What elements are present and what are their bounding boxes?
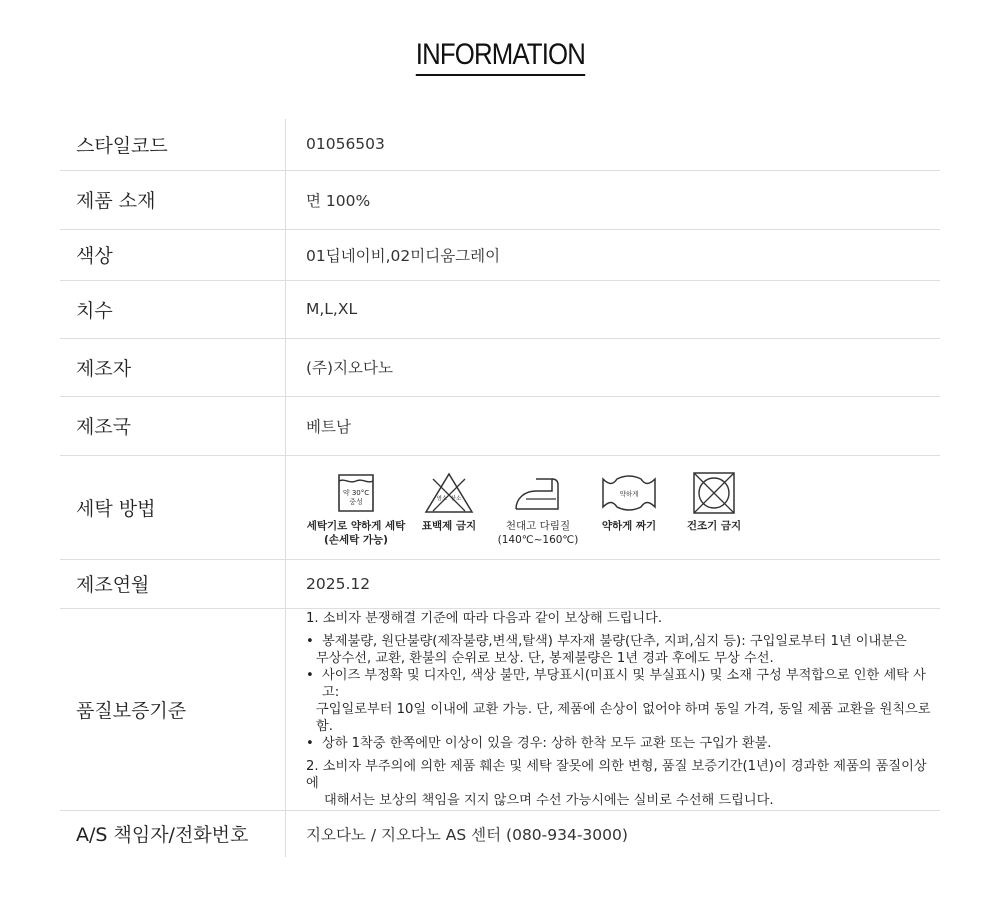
- quality-item: [306, 758, 939, 792]
- bleach-chlorine-text: 염소: [436, 496, 448, 502]
- row-label-quality: 품질보증기준: [60, 608, 286, 810]
- row-value-style-code: 01056503: [286, 119, 941, 170]
- row-label-manufacture-date: 제조연월: [60, 559, 286, 608]
- product-info-table: [60, 119, 940, 857]
- wash-caption-line: 표백제 금지: [421, 520, 477, 532]
- wash-caption: [422, 519, 476, 533]
- quality-line: 1. 소비자 분쟁해결 기준에 따라 다음과 같이 보상해 드립니다.: [306, 610, 663, 626]
- wash-item: [306, 471, 406, 547]
- row-label-as: A/S 책임자/전화번호: [60, 810, 286, 857]
- quality-item: [306, 610, 939, 627]
- table-row: [60, 396, 940, 455]
- quality-bullet: • 상하 1착중 한쪽에만 이상이 있을 경우: 상하 한착 모두 교환 또는 구입가 환불.: [306, 735, 939, 752]
- table-row: [60, 455, 940, 559]
- wash-caption-line: (140℃~160℃): [497, 534, 579, 546]
- row-value-material: 면 100%: [286, 170, 941, 229]
- quality-line: 사이즈 부정확 및 디자인, 색상 불만, 부당표시(미표시 및 부실표시) 및 소재 구성 부적합으로 인한 세탁 사고:: [322, 667, 926, 700]
- wash-tub-icon: [334, 471, 378, 515]
- iron-icon: [512, 471, 564, 515]
- row-label-washing: 세탁 방법: [60, 455, 286, 559]
- quality-text: [306, 610, 939, 809]
- quality-item-cont: [306, 792, 939, 809]
- wash-detergent-text: 중성: [349, 498, 363, 506]
- wash-caption-line: 천대고 다림질: [505, 520, 571, 532]
- quality-line: 무상수선, 교환, 환불의 순위로 보상. 단, 봉제불량은 1년 경과 후에도 무상 수선.: [316, 650, 774, 666]
- row-value-manufacture-date: 2025.12: [286, 559, 941, 608]
- page-title-wrap: [0, 38, 1000, 76]
- row-label-color: 색상: [60, 229, 286, 280]
- quality-line: 대해서는 보상의 책임을 지지 않으며 수선 가능시에는 실비로 수선해 드립니다.: [324, 792, 774, 808]
- table-row: [60, 280, 940, 338]
- wash-caption: [602, 519, 656, 533]
- row-label-country: 제조국: [60, 396, 286, 455]
- row-value-as: 지오다노 / 지오다노 AS 센터 (080-934-3000): [306, 825, 628, 844]
- table-row: [60, 810, 940, 857]
- wash-caption: [498, 519, 579, 547]
- wash-caption-line: (손세탁 가능): [324, 534, 388, 546]
- table-row: [60, 170, 940, 229]
- table-row: [60, 229, 940, 280]
- quality-bullet-cont: [306, 650, 939, 667]
- quality-line: 상하 1착중 한쪽에만 이상이 있을 경우: 상하 한착 모두 교환 또는 구입가 환불.: [322, 735, 772, 751]
- row-value-color: 01딥네이비,02미디움그레이: [286, 229, 941, 280]
- washing-symbol-list: [306, 467, 939, 547]
- row-label-style-code: 스타일코드: [60, 119, 286, 170]
- row-label-manufacturer: 제조자: [60, 338, 286, 396]
- row-value-country: 베트남: [286, 396, 941, 455]
- quality-line: 봉제불량, 원단불량(제작불량,변색,탈색) 부자재 불량(단추, 지퍼,심지 등): 구입일로부터 1년 이내분은: [322, 633, 907, 649]
- no-tumble-dry-icon: [691, 471, 737, 515]
- page-title: INFORMATION: [415, 38, 584, 76]
- row-label-material: 제품 소재: [60, 170, 286, 229]
- quality-bullet: • 사이즈 부정확 및 디자인, 색상 불만, 부당표시(미표시 및 부실표시) 및 소재 구성 부적합으로 인한 세탁 사고:: [306, 667, 939, 701]
- wring-gentle-text: 약하게: [619, 490, 639, 498]
- wash-item: [492, 471, 584, 547]
- bleach-oxygen-text: 산소: [450, 496, 462, 502]
- table-row: [60, 608, 940, 810]
- washing-symbols: [286, 455, 941, 559]
- no-bleach-icon: [423, 471, 475, 515]
- row-value-quality: [286, 608, 941, 810]
- wash-caption: [687, 519, 741, 533]
- wash-temp-text: 약 30°C: [342, 489, 370, 497]
- row-value-size: M,L,XL: [286, 280, 941, 338]
- row-value-manufacturer: (주)지오다노: [286, 338, 941, 396]
- wash-item: [674, 471, 754, 533]
- wring-icon: [599, 471, 659, 515]
- table-row: [60, 119, 940, 170]
- wash-caption-line: 건조기 금지: [686, 520, 742, 532]
- wash-item: [406, 471, 492, 533]
- wash-item: [584, 471, 674, 533]
- quality-bullet: • 봉제불량, 원단불량(제작불량,변색,탈색) 부자재 불량(단추, 지퍼,심지 등): 구입일로부터 1년 이내분은: [306, 633, 939, 650]
- quality-line: 구입일로부터 10일 이내에 교환 가능. 단, 제품에 손상이 없어야 하며 동일 가격, 동일 제품 교환을 원칙으로 함.: [316, 701, 931, 734]
- row-label-size: 치수: [60, 280, 286, 338]
- wash-caption-line: 세탁기로 약하게 세탁: [306, 520, 406, 532]
- table-row: [60, 559, 940, 608]
- wash-caption-line: 약하게 짜기: [601, 520, 657, 532]
- quality-bullet-cont: [306, 701, 939, 735]
- table-row: [60, 338, 940, 396]
- wash-caption: [307, 519, 406, 547]
- quality-line: 2. 소비자 부주의에 의한 제품 훼손 및 세탁 잘못에 의한 변형, 품질 보증기간(1년)이 경과한 제품의 품질이상에: [306, 758, 927, 791]
